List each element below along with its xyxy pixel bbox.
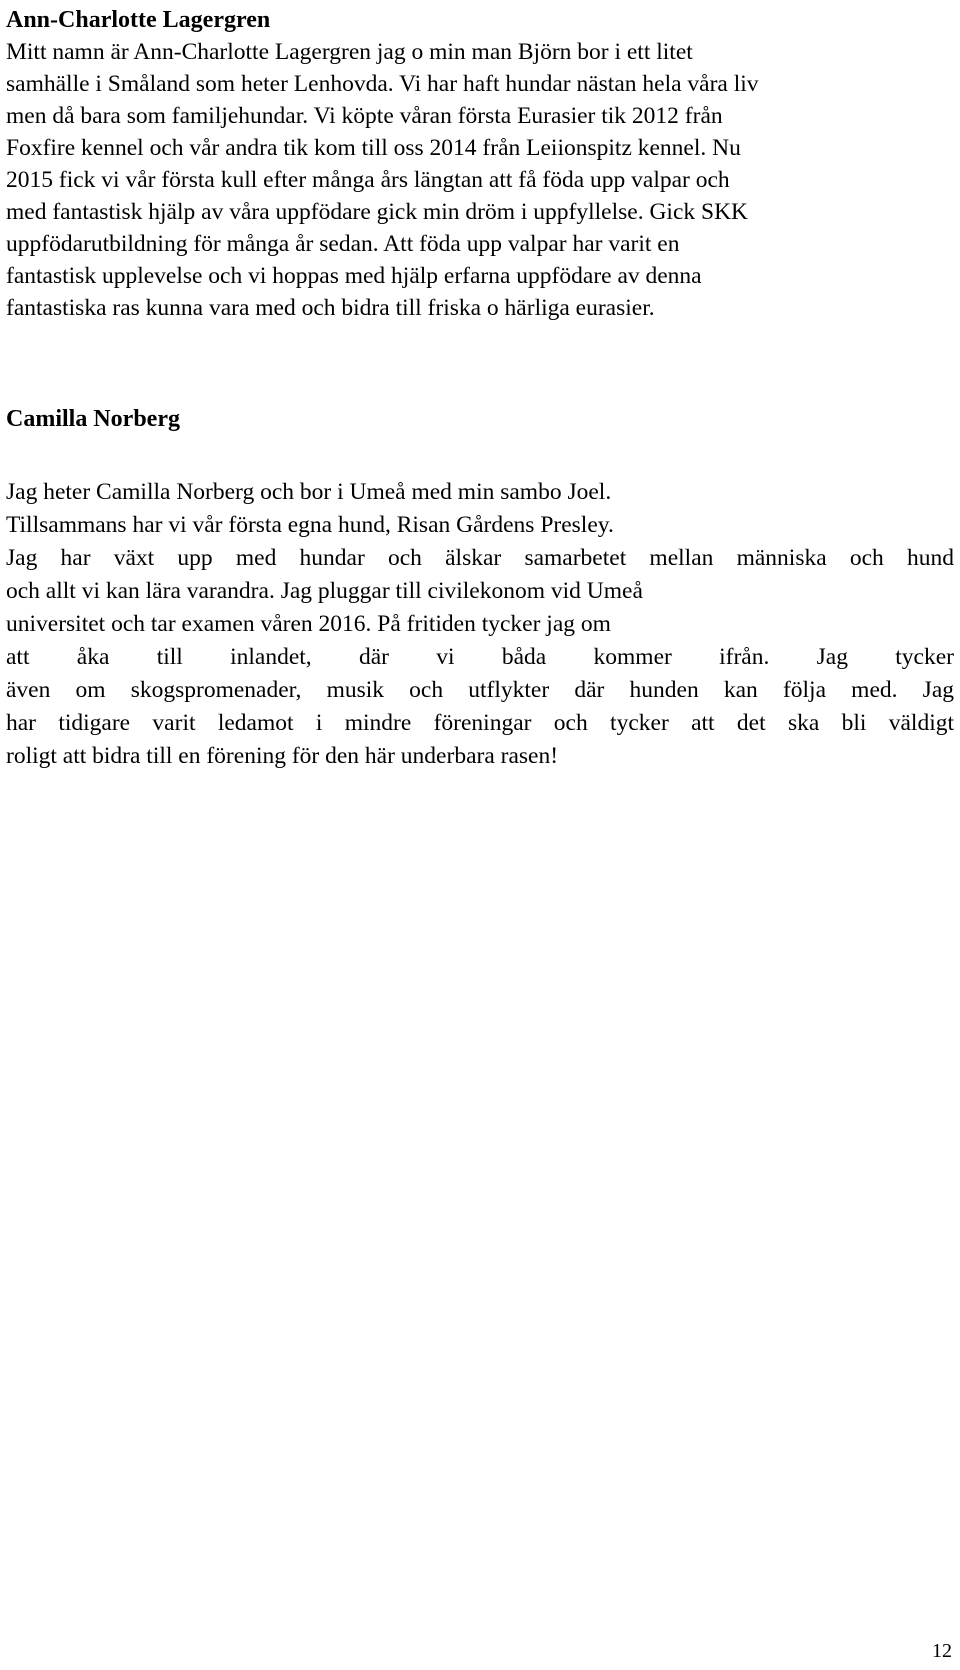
paragraph-line: samhälle i Småland som heter Lenhovda. Vi har haft hundar nästan hela våra liv — [6, 71, 759, 97]
bio-paragraph — [6, 476, 954, 773]
paragraph-line: med fantastisk hjälp av våra uppfödare gick min dröm i uppfyllelse. Gick SKK — [6, 199, 749, 225]
paragraph-line: Foxfire kennel och vår andra tik kom till oss 2014 från Leiionspitz kennel. Nu — [6, 135, 741, 161]
paragraph-line: Jag har växt upp med hundar och älskar samarbetet mellan människa och hund — [6, 545, 954, 571]
paragraph-line: universitet och tar examen våren 2016. På fritiden tycker jag om — [6, 611, 611, 637]
paragraph-line: Tillsammans har vi vår första egna hund, Risan Gårdens Presley. — [6, 512, 614, 538]
paragraph-line: Mitt namn är Ann-Charlotte Lagergren jag o min man Björn bor i ett litet — [6, 39, 693, 65]
paragraph-line: men då bara som familjehundar. Vi köpte våran första Eurasier tik 2012 från — [6, 103, 723, 129]
bio-heading: Camilla Norberg — [6, 406, 180, 432]
paragraph-line: 2015 fick vi vår första kull efter många års längtan att få föda upp valpar och — [6, 167, 730, 193]
bio-section-ann-charlotte — [6, 4, 954, 324]
paragraph-line: och allt vi kan lära varandra. Jag pluggar till civilekonom vid Umeå — [6, 578, 643, 604]
page-number: 12 — [932, 1640, 952, 1662]
paragraph-line: har tidigare varit ledamot i mindre föreningar och tycker att det ska bli väldigt — [6, 710, 954, 736]
paragraph-line: att åka till inlandet, där vi båda kommer ifrån. Jag tycker — [6, 644, 954, 670]
paragraph-line: även om skogspromenader, musik och utflykter där hunden kan följa med. Jag — [6, 677, 954, 703]
paragraph-line: Jag heter Camilla Norberg och bor i Umeå med min sambo Joel. — [6, 479, 612, 505]
bio-section-camilla — [6, 403, 954, 769]
paragraph-line: roligt att bidra till en förening för den här underbara rasen! — [6, 743, 559, 769]
paragraph-line: fantastisk upplevelse och vi hoppas med hjälp erfarna uppfödare av denna — [6, 263, 702, 289]
paragraph-line: fantastiska ras kunna vara med och bidra till friska o härliga eurasier. — [6, 295, 655, 321]
bio-paragraph — [6, 36, 954, 324]
bio-heading: Ann-Charlotte Lagergren — [6, 7, 271, 33]
paragraph-line: uppfödarutbildning för många år sedan. Att föda upp valpar har varit en — [6, 231, 680, 257]
